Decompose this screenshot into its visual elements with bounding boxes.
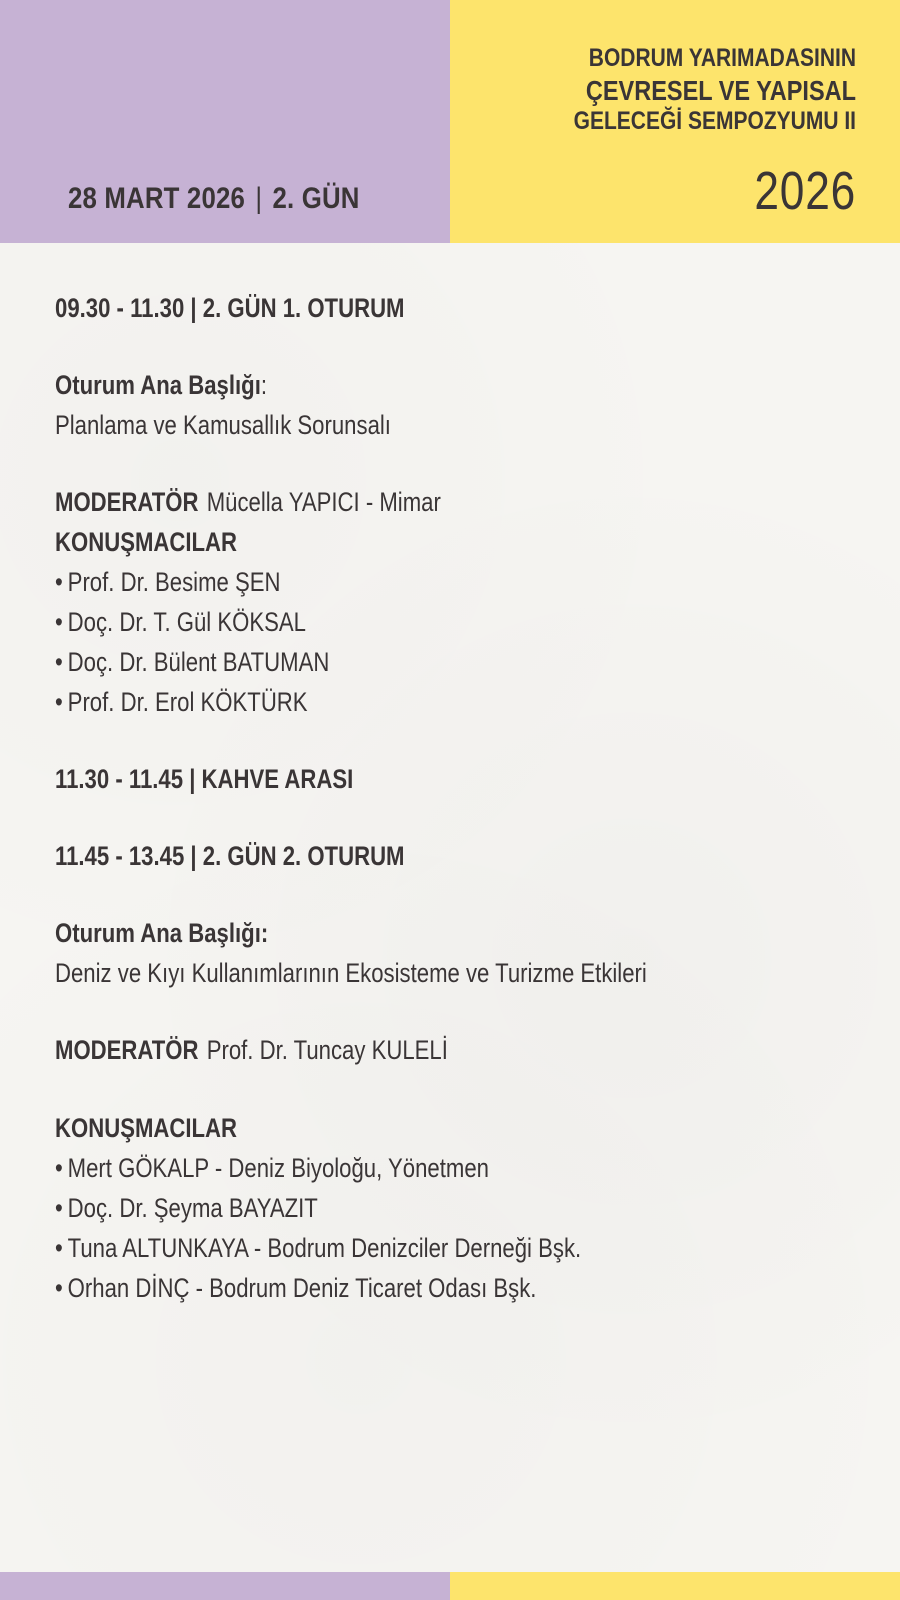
event-date: 28 MART 2026 xyxy=(68,182,246,215)
footer-lilac-bar xyxy=(0,1572,450,1600)
session-2-moderator xyxy=(55,1030,711,1070)
session-2-speaker: • Doç. Dr. Şeyma BAYAZIT xyxy=(55,1188,711,1228)
date-separator: | xyxy=(255,182,263,215)
session-1-moderator-label: MODERATÖR xyxy=(55,487,199,517)
session-2-moderator-label: MODERATÖR xyxy=(55,1035,199,1065)
session-2-time-heading: 11.45 - 13.45 | 2. GÜN 2. OTURUM xyxy=(55,841,405,871)
session-1-moderator xyxy=(55,482,711,522)
session-1-main-title-label-text: Oturum Ana Başlığı xyxy=(55,370,261,400)
session-1-speaker: • Doç. Dr. Bülent BATUMAN xyxy=(55,642,711,682)
session-1-main-title: Planlama ve Kamusallık Sorunsalı xyxy=(55,410,391,440)
session-1-speaker: • Doç. Dr. T. Gül KÖKSAL xyxy=(55,602,711,642)
session-1-time-heading: 09.30 - 11.30 | 2. GÜN 1. OTURUM xyxy=(55,293,405,323)
session-1-speakers-label: KONUŞMACILAR xyxy=(55,527,238,557)
session-1-moderator-name: Mücella YAPICI - Mimar xyxy=(206,487,441,517)
program-content xyxy=(55,288,855,1308)
session-1-main-title-colon: : xyxy=(260,370,268,400)
session-2-speakers-label: KONUŞMACILAR xyxy=(55,1113,238,1143)
event-year: 2026 xyxy=(754,161,856,221)
date-line xyxy=(68,182,360,216)
session-2-moderator-name: Prof. Dr. Tuncay KULELİ xyxy=(206,1035,448,1065)
event-day: 2. GÜN xyxy=(272,182,360,215)
event-title xyxy=(496,44,856,136)
event-title-line-1: BODRUM YARIMADASININ xyxy=(588,44,856,72)
session-1-speaker: • Prof. Dr. Erol KÖKTÜRK xyxy=(55,682,711,722)
event-title-line-2: ÇEVRESEL VE YAPISAL xyxy=(585,74,856,106)
event-title-line-3: GELECEĞİ SEMPOZYUMU II xyxy=(573,106,856,135)
footer-yellow-bar xyxy=(450,1572,900,1600)
coffee-break-heading: 11.30 - 11.45 | KAHVE ARASI xyxy=(55,764,354,794)
session-2-main-title-label: Oturum Ana Başlığı: xyxy=(55,918,269,948)
header-date-panel xyxy=(0,0,450,243)
session-1-main-title-label xyxy=(55,365,711,405)
session-2-main-title: Deniz ve Kıyı Kullanımlarının Ekosisteme ve Turizme Etkileri xyxy=(55,958,647,988)
session-2-speaker: • Tuna ALTUNKAYA - Bodrum Denizciler Derneği Bşk. xyxy=(55,1228,711,1268)
session-2-speaker: • Mert GÖKALP - Deniz Biyoloğu, Yönetmen xyxy=(55,1148,711,1188)
header-title-panel xyxy=(450,0,900,243)
session-1-speaker: • Prof. Dr. Besime ŞEN xyxy=(55,562,711,602)
session-2-speaker: • Orhan DİNÇ - Bodrum Deniz Ticaret Odası Bşk. xyxy=(55,1268,711,1308)
